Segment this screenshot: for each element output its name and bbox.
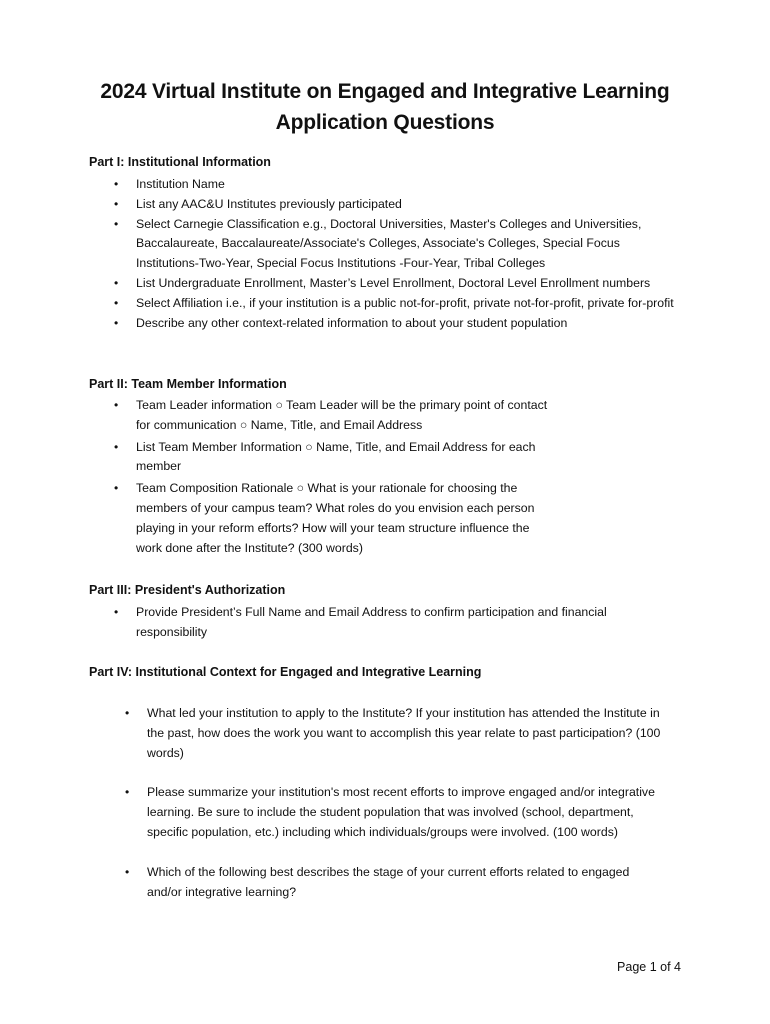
bullet-icon: • xyxy=(114,439,119,454)
list-item: • Select Affiliation i.e., if your institution is a public not-for-profit, private not-for-profit, private for-profit xyxy=(136,294,681,314)
list-item: • List Team Member Information ○ Name, Title, and Email Address for each member xyxy=(114,439,536,474)
list-item: • Team Leader information ○ Team Leader will be the primary point of contact for communication ○ Name, Title, and Email Address xyxy=(114,398,548,432)
bullet-icon: • xyxy=(114,295,119,310)
bullet-icon: • xyxy=(125,864,130,879)
list-item: • Team Composition Rationale ○ What is your rationale for choosing the members of your campus team? What roles do you envision each person playing in your reform efforts? How will your team structure influence the work done after the Institute? (300 words) xyxy=(114,481,535,555)
document-title xyxy=(60,76,710,138)
part1-heading: Part I: Institutional Information xyxy=(89,155,271,169)
part1-list xyxy=(114,175,681,333)
title-line-2: Application Questions xyxy=(275,111,495,134)
list-item: • Which of the following best describes the stage of your current efforts related to engaged and/or integrative learning? xyxy=(125,864,630,899)
title-line-1: 2024 Virtual Institute on Engaged and Integrative Learning xyxy=(100,80,670,103)
list-item: • Please summarize your institution's most recent efforts to improve engaged and/or integrative learning. Be sure to include the student population that was involved (school, department, specific population, etc.) including which individuals/groups were involved. (100 words) xyxy=(125,785,655,839)
part2-heading: Part II: Team Member Information xyxy=(89,377,287,391)
bullet-icon: • xyxy=(114,177,119,191)
bullet-icon: • xyxy=(114,398,119,412)
bullet-icon: • xyxy=(114,275,119,290)
part3-list xyxy=(114,603,656,643)
bullet-icon: • xyxy=(125,785,130,800)
list-item: • Provide President’s Full Name and Email Address to confirm participation and financial responsibility xyxy=(114,605,607,639)
list-item: • List any AAC&U Institutes previously participated xyxy=(136,195,681,215)
part3-heading: Part III: President's Authorization xyxy=(89,583,286,597)
page-number: Page 1 of 4 xyxy=(617,960,681,974)
list-item: • What led your institution to apply to the Institute? If your institution has attended the Institute in the past, how does the work you want to accomplish this year relate to past participation? (100 words) xyxy=(125,706,661,760)
bullet-icon: • xyxy=(114,605,119,619)
bullet-icon: • xyxy=(114,315,119,330)
list-item: • Describe any other context-related information to about your student population xyxy=(136,314,681,334)
bullet-icon: • xyxy=(114,216,119,231)
part2-list xyxy=(114,396,556,558)
list-item: • Institution Name xyxy=(136,175,681,195)
bullet-icon: • xyxy=(114,196,119,211)
list-item: • List Undergraduate Enrollment, Master’s Level Enrollment, Doctoral Level Enrollment numbers xyxy=(136,274,681,294)
part4-heading: Part IV: Institutional Context for Engaged and Integrative Learning xyxy=(89,665,482,679)
bullet-icon: • xyxy=(114,481,119,496)
list-item: • Select Carnegie Classification e.g., Doctoral Universities, Master's Colleges and Universities, Baccalaureate, Baccalaureate/Associate's Colleges, Associate's Colleges, Special Focus Institutions-Two-Year, Special Focus Institutions -Four-Year, Tribal Colleges xyxy=(114,216,642,271)
part4-list xyxy=(125,704,662,902)
bullet-icon: • xyxy=(125,706,130,720)
